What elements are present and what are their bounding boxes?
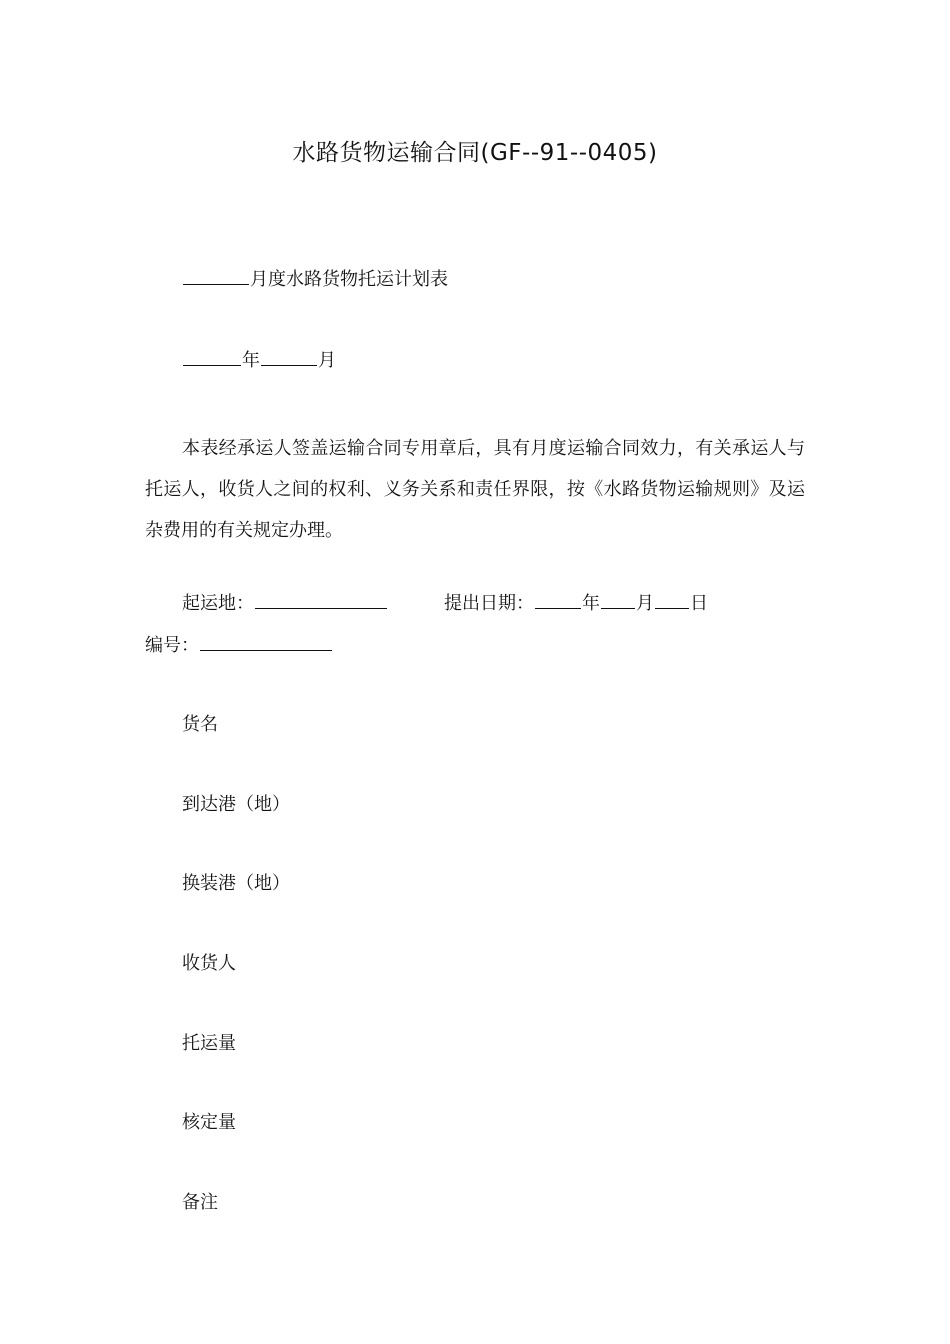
plan-table-label: 月度水路货物托运计划表 [250,269,448,290]
origin-blank[interactable] [255,590,387,609]
month-label: 月 [318,350,336,371]
date-year-label: 年 [582,593,600,614]
year-month-line [182,347,336,373]
origin-date-line [182,590,708,616]
field-goods-name: 货名 [182,714,218,735]
plan-table-heading [182,266,448,292]
date-day-blank[interactable] [655,590,689,609]
field-consignee: 收货人 [182,953,236,974]
date-month-label: 月 [636,593,654,614]
date-year-blank[interactable] [535,590,581,609]
number-blank[interactable] [200,632,332,651]
number-line [145,632,333,658]
intro-paragraph: 本表经承运人签盖运输合同专用章后，具有月度运输合同效力，有关承运人与托运人，收货人之间的权利、义务关系和责任界限，按《水路货物运输规则》及运杂费用的有关规定办理。 [145,438,805,541]
field-approved-quantity: 核定量 [182,1112,236,1133]
month-blank-2[interactable] [261,347,317,366]
submit-date-label: 提出日期： [444,593,534,614]
field-remarks: 备注 [182,1192,218,1213]
field-arrival-port: 到达港（地） [182,794,290,815]
document-title: 水路货物运输合同(GF--91--0405) [292,140,658,166]
month-blank[interactable] [183,266,249,285]
year-label: 年 [242,350,260,371]
date-month-blank[interactable] [601,590,635,609]
date-day-label: 日 [690,593,708,614]
field-transfer-port: 换装港（地） [182,873,290,894]
origin-label: 起运地： [182,593,254,614]
field-shipping-quantity: 托运量 [182,1033,236,1054]
year-blank[interactable] [183,347,241,366]
number-label: 编号： [145,635,199,656]
